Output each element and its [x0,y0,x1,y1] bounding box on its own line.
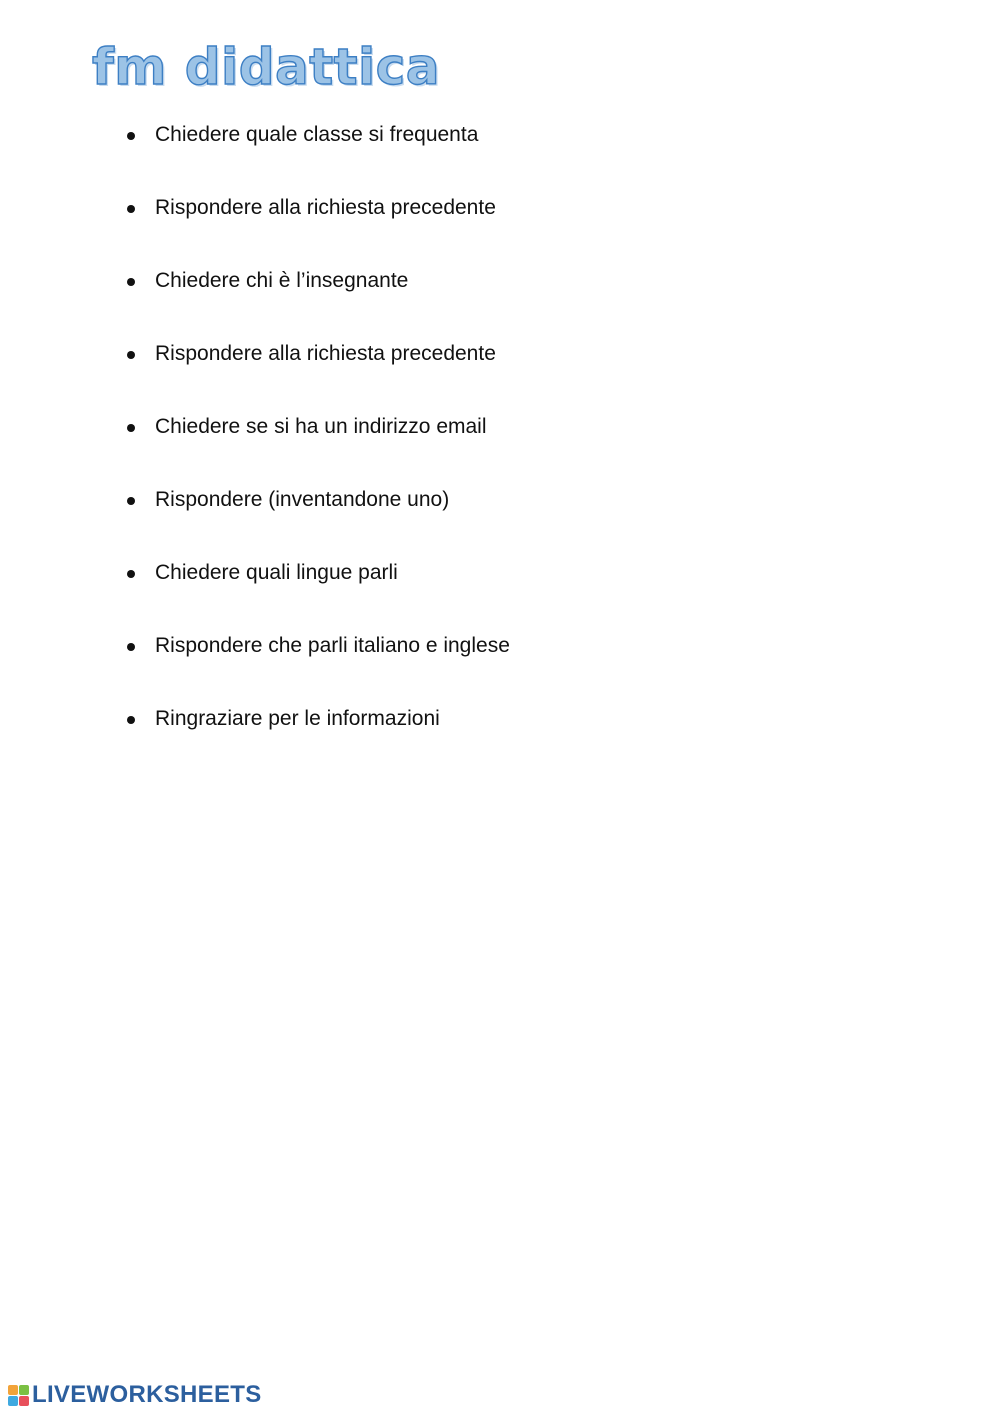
list-item [0,554,1000,627]
list-item [0,408,1000,481]
bullet-icon [127,570,135,578]
task-text: Chiedere quale classe si frequenta [155,123,479,146]
task-text: Chiedere se si ha un indirizzo email [155,415,487,438]
task-list [0,116,1000,773]
liveworksheets-logo-icon [8,1385,29,1406]
list-item [0,335,1000,408]
task-text: Rispondere alla richiesta precedente [155,342,496,365]
task-text: Ringraziare per le informazioni [155,707,440,730]
bullet-icon [127,351,135,359]
footer-brand: LIVEWORKSHEETS [32,1381,262,1408]
bullet-icon [127,132,135,140]
task-text: Chiedere quali lingue parli [155,561,398,584]
footer-logo [8,1381,262,1409]
list-item [0,481,1000,554]
bullet-icon [127,205,135,213]
list-item [0,627,1000,700]
list-item [0,116,1000,189]
task-text: Chiedere chi è l’insegnante [155,269,409,292]
task-text: Rispondere alla richiesta precedente [155,196,496,219]
list-item [0,700,1000,773]
bullet-icon [127,424,135,432]
task-text: Rispondere che parli italiano e inglese [155,634,510,657]
bullet-icon [127,278,135,286]
page-title: fm didattica [92,38,441,96]
list-item [0,262,1000,335]
list-item [0,189,1000,262]
bullet-icon [127,643,135,651]
task-text: Rispondere (inventandone uno) [155,488,450,511]
bullet-icon [127,716,135,724]
bullet-icon [127,497,135,505]
